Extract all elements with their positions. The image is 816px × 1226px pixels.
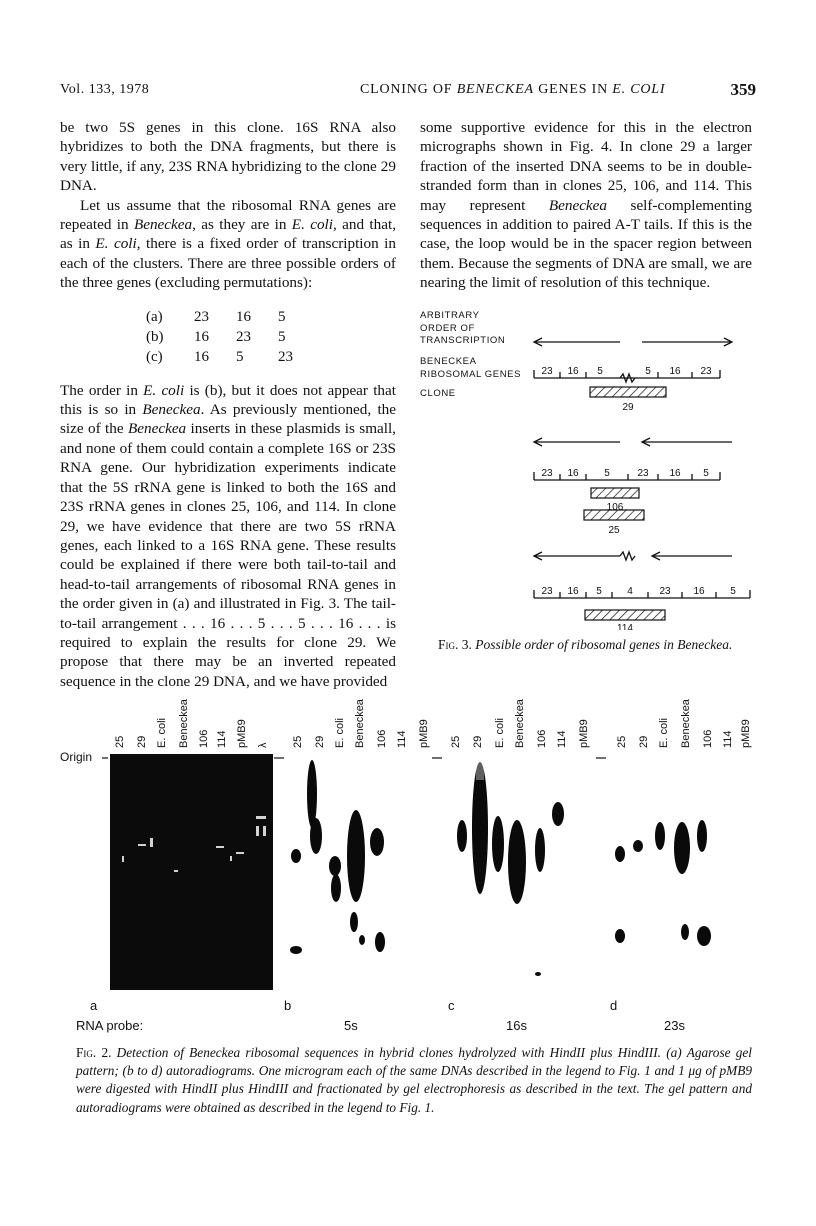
figure-2-caption: Fig. 2. Detection of Beneckea ribosomal sequences in hybrid clones hydrolyzed with HindII plus HindIII. (a) Agarose gel pattern; (b to d) autoradiograms. One microgram each of the same DNAs described in the legend to Fig. 1 and 1 μg of pMB9 were digested with HindII plus HindIII and fractionated by gel electrophoresis as described in the text. The gel pattern and autoradiograms were obtained as described in the legend to Fig. 1. <box>76 1045 753 1115</box>
left-column <box>60 118 396 691</box>
paragraph: The order in E. coli is (b), but it does not appear that this is so in Beneckea. As previously mentioned, the size of the Beneckea inserts in these plasmids is small, and none of them could contain a complete 16S or 23S RNA gene. Our hybridization experiments indicate that the 5S rRNA gene is linked to both the 16S and 23S rRNA genes in clones 25, 106, and 114. In clone 29, we have evidence that there are two 5S rRNA genes, each linked to a 16S RNA gene. These results could be explained if there were both tail-to-tail and head-to-tail arrangements of ribosomal RNA genes in the order given in (a) and illustrated in Fig. 3. The tail-to-tail arrangement . . . 16 . . . 5 . . . 5 . . . 16 . . . is required to explain the results for clone 29. We propose that there may be an inverted repeated sequence in the clone 29 DNA, and we have provided <box>60 381 396 690</box>
lane-label: 114 <box>722 730 734 748</box>
lane-label: 106 <box>702 729 714 748</box>
lane-label: 29 <box>136 735 148 748</box>
probe-5s: 5s <box>344 1018 358 1033</box>
gene-label: 5 <box>596 586 602 597</box>
lane-label: 106 <box>198 729 210 748</box>
order-row: (b) 16 23 5 <box>146 328 286 345</box>
lane-label: λ <box>257 742 269 748</box>
paragraph: some supportive evidence for this in the electron micrographs shown in Fig. 4. In clone 29 a larger fraction of the inserted DNA seems to be in double-stranded form than in clones 25, 106, and 114. This may represent Beneckea self-complementing sequences in addition to paired A-T tails. If this is the case, the loop would be in the spacer region between them. Because the segments of DNA are small, we are nearing the limit of resolution of this technique. <box>420 119 752 292</box>
clone-number: 114 <box>617 623 633 630</box>
clone-106-bar <box>591 488 639 498</box>
lane-label: 106 <box>376 729 388 748</box>
gene-label: 23 <box>700 366 712 377</box>
lane-label: pMB9 <box>740 719 752 748</box>
clone-29-bar <box>590 387 666 397</box>
clone-114-bar <box>585 610 665 620</box>
gene-order-diagram <box>420 300 760 630</box>
gene-label: 16 <box>669 366 681 377</box>
lane-label: 25 <box>292 735 304 748</box>
lane-label: E. coli <box>658 718 670 748</box>
gene-label: 5 <box>597 366 603 377</box>
rna-probe-label: RNA probe: <box>76 1018 144 1033</box>
gene-label: 5 <box>703 468 709 479</box>
gene-label: 16 <box>567 586 579 597</box>
lane-label: 29 <box>314 735 326 748</box>
gene-order-list <box>146 307 396 367</box>
lane-label: pMB9 <box>578 719 590 748</box>
gene-label: 5 <box>730 586 736 597</box>
paragraph: be two 5S genes in this clone. 16S RNA also hybridizes to both the DNA fragments, but there is very little, if any, 23S RNA hybridizing to the clone 29 DNA. <box>60 119 396 195</box>
figure-2 <box>60 686 760 1036</box>
lane-label: 29 <box>638 735 650 748</box>
running-title: CLONING OF BENECKEA GENES IN E. COLI <box>360 82 666 97</box>
right-column <box>420 118 752 293</box>
clone-number: 106 <box>606 502 624 513</box>
lane-label: E. coli <box>494 718 506 748</box>
clone-label: CLONE <box>420 388 456 399</box>
gene-label: 16 <box>669 468 681 479</box>
lane-label: 106 <box>536 729 548 748</box>
lane-label: pMB9 <box>236 719 248 748</box>
panel-letter: d <box>610 998 618 1013</box>
figure-3 <box>420 300 760 680</box>
panel-letter: b <box>284 998 292 1013</box>
lane-label: 25 <box>114 735 126 748</box>
gene-label: 23 <box>541 468 553 479</box>
order-row: (c) 16 5 23 <box>146 348 293 365</box>
lane-label: pMB9 <box>418 719 430 748</box>
gel-images <box>60 686 760 1006</box>
lane-label: Beneckea <box>514 699 526 748</box>
paragraph: Let us assume that the ribosomal RNA genes are repeated in Beneckea, as they are in E. coli, and that, as in E. coli, there is a fixed order of transcription in each of the clusters. There are three possible orders of the three genes (excluding permutations): <box>60 196 396 292</box>
lane-label: 29 <box>472 735 484 748</box>
lane-label: Beneckea <box>354 699 366 748</box>
genes-label: BENECKEA RIBOSOMAL GENES <box>420 356 522 380</box>
gene-label: 16 <box>567 468 579 479</box>
figure-3-caption: Fig. 3. Possible order of ribosomal genes in Beneckea. <box>438 637 733 652</box>
origin-label: Origin <box>60 750 93 764</box>
page-number: 359 <box>730 80 756 99</box>
lane-label: 114 <box>396 730 408 748</box>
gene-label: 23 <box>637 468 649 479</box>
gene-label: 16 <box>567 366 579 377</box>
probe-16s: 16s <box>506 1018 527 1033</box>
lane-label: 114 <box>216 730 228 748</box>
lane-label: E. coli <box>156 718 168 748</box>
panel-letter: c <box>448 998 455 1013</box>
lane-label: Beneckea <box>178 699 190 748</box>
volume-label: Vol. 133, 1978 <box>60 82 150 97</box>
clone-number: 29 <box>622 402 634 413</box>
running-header <box>60 82 756 106</box>
lane-label: Beneckea <box>680 699 692 748</box>
lane-label: 25 <box>616 735 628 748</box>
lane-label: 114 <box>556 730 568 748</box>
gene-label: 23 <box>541 366 553 377</box>
lane-label: 25 <box>450 735 462 748</box>
gene-label: 5 <box>645 366 651 377</box>
agarose-gel <box>110 754 273 990</box>
gene-label: 23 <box>541 586 553 597</box>
gene-label: 23 <box>659 586 671 597</box>
gene-label: 5 <box>604 468 610 479</box>
probe-23s: 23s <box>664 1018 685 1033</box>
order-row: (a) 23 16 5 <box>146 308 286 325</box>
order-label: ARBITRARY ORDER OF TRANSCRIPTION <box>420 310 506 346</box>
clone-number: 25 <box>608 525 620 536</box>
lane-label: E. coli <box>334 718 346 748</box>
panel-letter: a <box>90 998 98 1013</box>
gene-label: 4 <box>627 586 633 597</box>
gene-label: 16 <box>693 586 705 597</box>
